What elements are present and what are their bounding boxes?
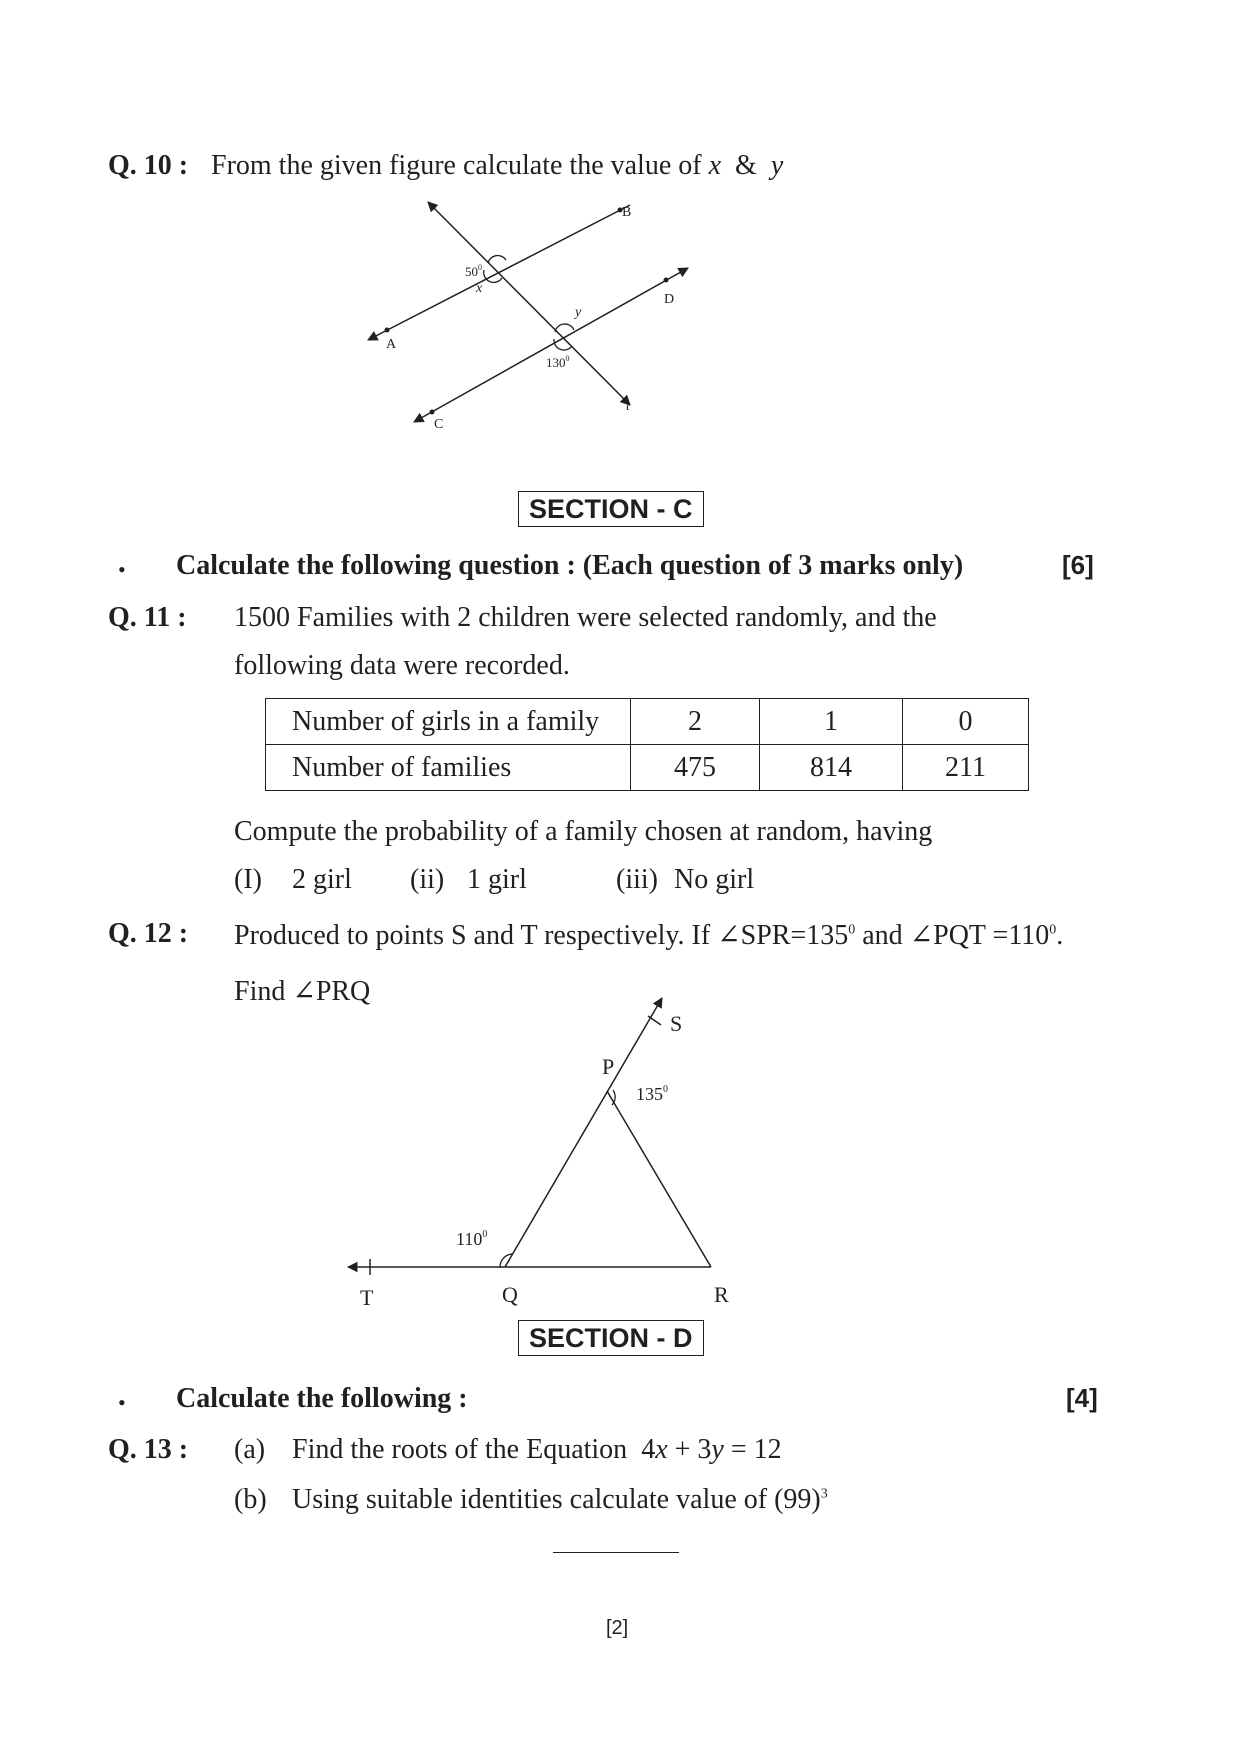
q10-amp: & [735,150,757,181]
q13-eq-1: 4 [641,1434,656,1465]
q11-opt2-text: 1 girl [467,864,527,895]
label-130: $130^0$ [546,354,570,370]
section-c-title: SECTION - C [518,491,704,527]
table-cell: 1 [760,699,903,745]
section-c-instruction: Calculate the following question : (Each question of 3 marks only) [176,550,964,581]
q12-text-a: Produced to points S and T respectively. If ∠SPR=135 [234,920,849,951]
label-r: R [714,1282,729,1307]
q13-number: Q. 13 : [108,1434,189,1465]
section-d-instruction: Calculate the following : [176,1383,468,1414]
line-cd [414,268,688,422]
table-cell: 2 [631,699,760,745]
label-s: S [670,1011,683,1036]
section-d-bullet: • [118,1390,126,1415]
section-d-title: SECTION - D [518,1320,704,1356]
label-135: $135^0$ [636,1084,668,1104]
label-a: A [386,337,397,352]
label-x: x [476,281,483,296]
q13-eq-2: + 3 [667,1434,712,1465]
label-t: t [626,399,630,414]
q10-var-x: x [708,150,722,181]
label-d: D [664,292,675,307]
label-p: P [602,1054,615,1079]
label-y: y [575,305,582,320]
q11-opt1-num: (I) [234,864,262,895]
tick-s [648,1016,661,1025]
page-number: [2] [606,1617,629,1639]
q10-number: Q. 10 : [108,150,189,181]
transversal-t [428,202,630,405]
q12-text [234,918,1063,952]
q11-line3: Compute the probability of a family chosen at random, having [234,816,933,847]
table-row [266,745,1029,791]
q11-line2: following data were recorded. [234,650,570,681]
q12-deg-1: 0 [848,922,856,938]
label-110: $110^0$ [456,1229,488,1249]
label-t: T [360,1285,374,1310]
q10-text-main: From the given figure calculate the value of [211,150,702,181]
point-c-dot [430,410,435,415]
q10-text [211,150,783,182]
label-50: $50^0$ [465,263,482,279]
q10-figure [350,190,710,440]
q10-var-y: y [770,150,784,181]
q13-b-text-main: Using suitable identities calculate value of (99) [292,1484,821,1515]
q11-number: Q. 11 : [108,602,187,633]
q12-deg-2: 0 [1049,922,1057,938]
line-qs [505,998,662,1267]
table-cell: 475 [631,745,760,791]
q11-opt2-num: (ii) [410,864,445,895]
label-q: Q [502,1282,518,1307]
q13-b-label: (b) [234,1484,267,1515]
q12-find: Find ∠PRQ [234,976,371,1007]
label-c: C [434,417,444,432]
angle-arc-y [555,324,574,332]
q11-opt3-text: No girl [674,864,755,895]
q11-opt1-text: 2 girl [292,864,352,895]
q13-eq-x: x [655,1434,668,1465]
table-row [266,699,1029,745]
q12-text-c: . [1056,920,1064,951]
table-cell: 814 [760,745,903,791]
q12-text-b: and ∠PQT =110 [855,920,1050,951]
table-cell: 0 [903,699,1029,745]
q13-b-exp: 3 [820,1486,828,1502]
table-cell-label: Number of girls in a family [266,699,631,745]
q13-eq-3: = 12 [723,1434,782,1465]
section-c-marks: [6] [1062,550,1094,580]
section-d-marks: [4] [1066,1383,1098,1413]
end-divider [553,1552,679,1553]
q13-eq-y: y [711,1434,724,1465]
section-c-bullet: • [118,557,126,582]
q13-a-text-main: Find the roots of the Equation [292,1434,628,1465]
q12-figure [330,980,750,1310]
label-b: B [622,205,632,220]
line-pr [607,1091,711,1267]
q13-a-text [292,1434,782,1466]
q12-number: Q. 12 : [108,918,189,949]
q13-b-text [292,1484,828,1516]
point-d-dot [664,278,669,283]
table-cell-label: Number of families [266,745,631,791]
q11-line1: 1500 Families with 2 children were selected randomly, and the [234,602,937,633]
q11-opt3-num: (iii) [616,864,658,895]
table-cell: 211 [903,745,1029,791]
point-a-dot [385,328,390,333]
q13-a-label: (a) [234,1434,266,1465]
angle-arc-50 [488,256,506,263]
q11-table [265,698,1029,791]
